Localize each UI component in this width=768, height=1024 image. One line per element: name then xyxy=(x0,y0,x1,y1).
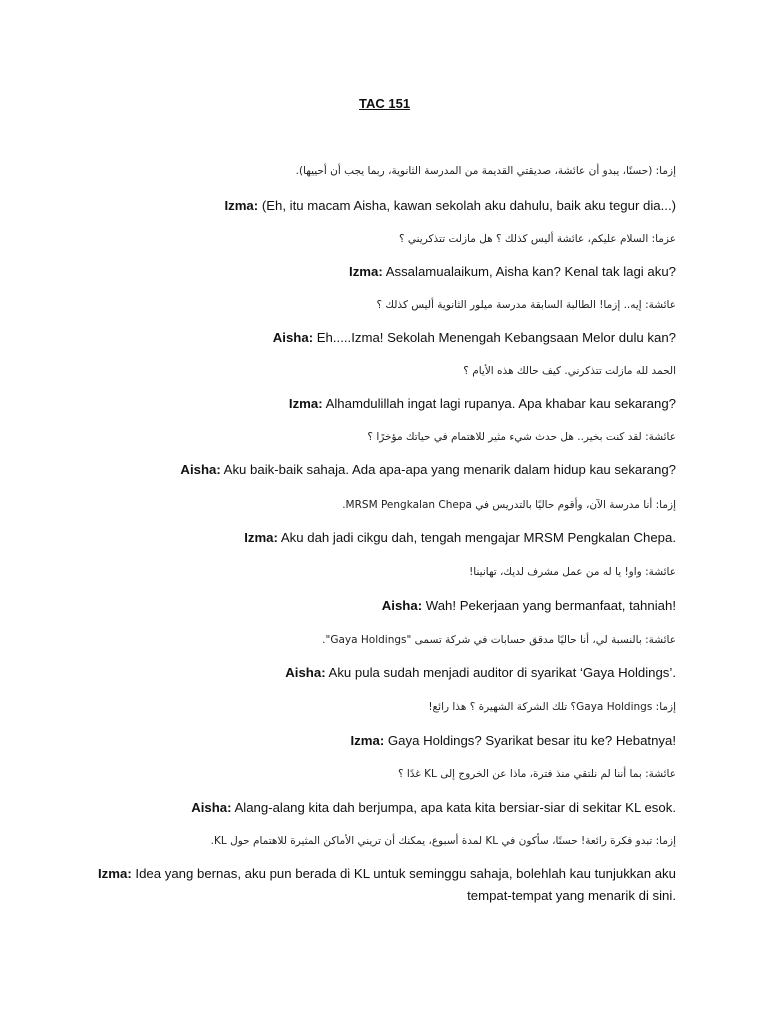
dialogue-text: Idea yang bernas, aku pun berada di KL untuk seminggu sahaja, bolehlah kau tunjukkan aku tempat-tempat yang menarik di sini. xyxy=(135,866,676,903)
speaker-label: Izma: xyxy=(98,866,132,881)
arabic-line-8: عائشة: بالنسبة لي، أنا حاليًا مدقق حسابات في شركة تسمى "Gaya Holdings". xyxy=(322,634,676,646)
document-title: TAC 151 xyxy=(359,96,411,111)
speaker-label: Izma: xyxy=(349,264,383,279)
dialogue-text: Aku dah jadi cikgu dah, tengah mengajar MRSM Pengkalan Chepa. xyxy=(280,530,676,545)
malay-line-10 xyxy=(191,799,676,817)
arabic-line-5: عائشة: لقد كنت بخير.. هل حدث شيء مثير للاهتمام في حياتك مؤخرًا ؟ xyxy=(367,431,676,443)
speaker-label: Aisha: xyxy=(180,462,221,477)
dialogue-text: (Eh, itu macam Aisha, kawan sekolah aku dahulu, baik aku tegur dia...) xyxy=(261,198,676,213)
malay-line-8 xyxy=(285,664,676,682)
arabic-line-6: إزما: أنا مدرسة الآن، وأقوم حاليًا بالتدريس في MRSM Pengkalan Chepa. xyxy=(342,499,676,511)
dialogue-text: Aku baik-baik sahaja. Ada apa-apa yang menarik dalam hidup kau sekarang? xyxy=(223,462,676,477)
dialogue-text: Alang-alang kita dah berjumpa, apa kata kita bersiar-siar di sekitar KL esok. xyxy=(234,800,676,815)
speaker-label: Izma: xyxy=(244,530,278,545)
dialogue-text: Assalamualaikum, Aisha kan? Kenal tak lagi aku? xyxy=(385,264,676,279)
arabic-line-3: عائشة: إيه.. إزما! الطالبة السابقة مدرسة ميلور الثانوية أليس كذلك ؟ xyxy=(376,299,676,311)
dialogue-text: Wah! Pekerjaan yang bermanfaat, tahniah! xyxy=(425,598,676,613)
arabic-line-11: إزما: تبدو فكرة رائعة! حسنًا، سأكون في KL لمدة أسبوع، يمكنك أن تريني الأماكن المثيرة للاهتمام حول KL. xyxy=(210,835,676,847)
speaker-label: Aisha: xyxy=(381,598,423,613)
malay-line-5 xyxy=(180,461,676,479)
malay-line-9 xyxy=(351,732,676,750)
speaker-label: Izma: xyxy=(350,733,385,748)
malay-line-6 xyxy=(244,529,676,547)
arabic-line-9: إزما: Gaya Holdings؟ تلك الشركة الشهيرة ؟ هذا رائع! xyxy=(428,701,676,713)
malay-line-7 xyxy=(382,597,676,615)
arabic-line-1: إزما: (حسنًا، يبدو أن عائشة، صديقتي القديمة من المدرسة الثانوية، ربما يجب أن أحييها). xyxy=(295,165,676,177)
arabic-line-2: عزما: السلام عليكم، عائشة أليس كذلك ؟ هل مازلت تتذكريني ؟ xyxy=(398,233,676,245)
speaker-label: Aisha: xyxy=(191,800,232,815)
dialogue-text: Eh.....Izma! Sekolah Menengah Kebangsaan Melor dulu kan? xyxy=(316,330,676,345)
arabic-line-4: الحمد لله مازلت تتذكرني. كيف حالك هذه الأيام ؟ xyxy=(463,365,676,377)
malay-line-2 xyxy=(349,263,676,281)
dialogue-text: Alhamdulillah ingat lagi rupanya. Apa khabar kau sekarang? xyxy=(325,396,676,411)
malay-line-11 xyxy=(96,863,676,907)
malay-line-1 xyxy=(224,197,676,215)
malay-line-3 xyxy=(273,329,676,347)
speaker-label: Aisha: xyxy=(285,665,326,680)
speaker-label: Aisha: xyxy=(272,330,314,345)
malay-line-4 xyxy=(289,395,676,413)
dialogue-text: Gaya Holdings? Syarikat besar itu ke? Hebatnya! xyxy=(387,733,676,748)
arabic-line-10: عائشة: بما أننا لم نلتقي منذ فترة، ماذا عن الخروج إلى KL غدًا ؟ xyxy=(397,768,676,780)
speaker-label: Izma: xyxy=(224,198,259,213)
speaker-label: Izma: xyxy=(288,396,323,411)
dialogue-text: Aku pula sudah menjadi auditor di syarikat ‘Gaya Holdings’. xyxy=(328,665,676,680)
arabic-line-7: عائشة: واو! يا له من عمل مشرف لديك، تهانينا! xyxy=(469,566,676,578)
